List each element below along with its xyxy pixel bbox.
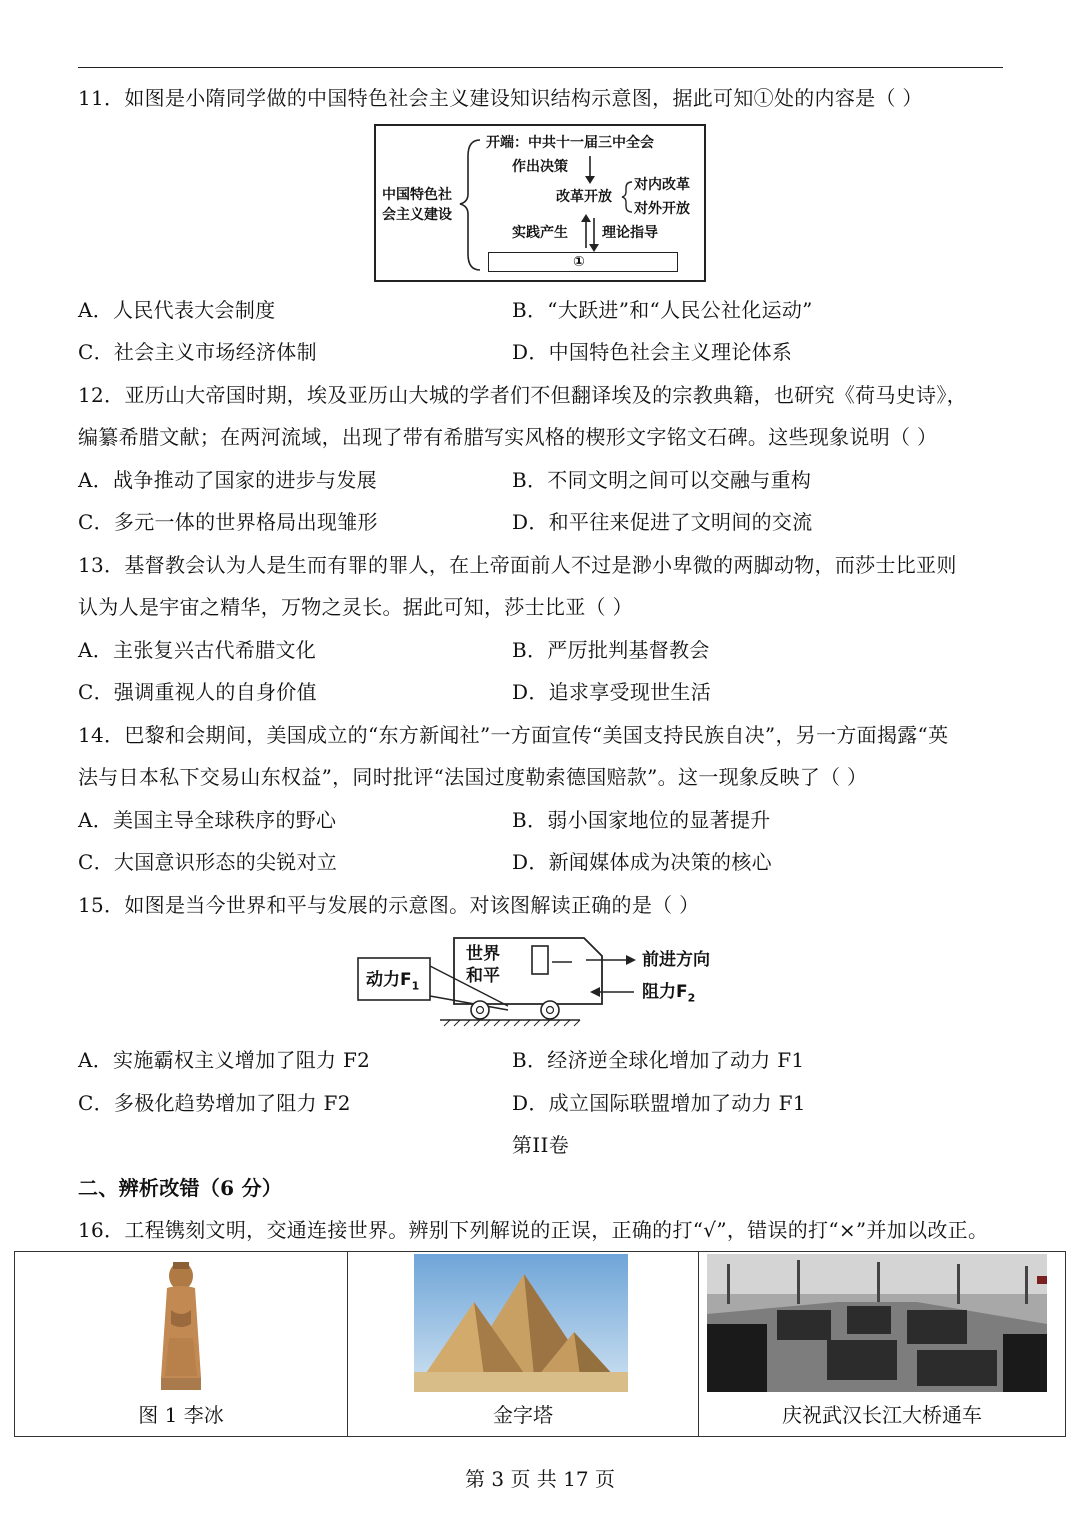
pyramid-icon [414, 1254, 628, 1392]
q11-diagram-start: 开端：中共十一届三中全会 [486, 135, 654, 151]
q11-diagram-reform: 改革开放 [556, 189, 612, 205]
q13-option-a[interactable]: A．主张复兴古代希腊文化 [78, 638, 317, 662]
q15-diagram-force1: 动力$F_1$ [366, 970, 420, 993]
q15-option-c[interactable]: C．多极化趋势增加了阻力 F2 [78, 1091, 351, 1115]
q11-diagram-practice: 实践产生 [512, 225, 568, 241]
q11-diagram-blank-box [488, 252, 678, 272]
q13-option-b[interactable]: B．严厉批判基督教会 [512, 638, 710, 662]
q16-image-table [14, 1251, 1066, 1437]
q15-diagram [356, 936, 736, 1028]
page-footer: 第 3 页 共 17 页 [465, 1467, 615, 1491]
q14-stem-line2: 法与日本私下交易山东权益”，同时批评“法国过度勒索德国赔款”。这一现象反映了（ ） [78, 765, 868, 789]
q16-caption-2: 金字塔 [493, 1403, 553, 1427]
q11-diagram-left-label-1: 中国特色社 [382, 187, 452, 203]
q16-caption-1: 图 1 李冰 [138, 1403, 224, 1427]
q11-diagram-decision: 作出决策 [512, 159, 568, 175]
q11-diagram-blank: ① [573, 254, 585, 270]
volume-heading: 第II卷 [512, 1133, 570, 1157]
q15-option-b[interactable]: B．经济逆全球化增加了动力 F1 [512, 1048, 805, 1072]
q11-option-b[interactable]: B．“大跃进”和“人民公社化运动” [512, 298, 813, 322]
q11-option-a[interactable]: A．人民代表大会制度 [78, 298, 276, 322]
q14-option-b[interactable]: B．弱小国家地位的显著提升 [512, 808, 771, 832]
li-bing-statue-icon [147, 1258, 215, 1394]
q15-diagram-truck-label-1: 世界 [466, 944, 500, 964]
q15-diagram-resist: 阻力$F_2$ [642, 982, 696, 1005]
q11-diagram [374, 124, 706, 282]
q11-diagram-external: 对外开放 [634, 201, 690, 217]
q15-option-d[interactable]: D．成立国际联盟增加了动力 F1 [512, 1091, 806, 1115]
q11-option-d[interactable]: D．中国特色社会主义理论体系 [512, 340, 793, 364]
q15-diagram-forward: 前进方向 [642, 950, 710, 970]
q16-caption-3: 庆祝武汉长江大桥通车 [782, 1403, 982, 1427]
q11-option-c[interactable]: C．社会主义市场经济体制 [78, 340, 317, 364]
bridge-photo-icon [707, 1254, 1047, 1392]
q13-stem-line2: 认为人是宇宙之精华，万物之灵长。据此可知，莎士比亚（ ） [78, 595, 633, 619]
q12-option-c[interactable]: C．多元一体的世界格局出现雏形 [78, 510, 378, 534]
q13-option-c[interactable]: C．强调重视人的自身价值 [78, 680, 317, 704]
header-rule [78, 67, 1003, 68]
q14-stem-line1: 14．巴黎和会期间，美国成立的“东方新闻社”一方面宣传“美国支持民族自决”，另一方面揭露“英 [78, 723, 949, 747]
q16-cell-2 [348, 1252, 699, 1437]
q16-cell-1 [15, 1252, 348, 1437]
q12-stem-line1: 12．亚历山大帝国时期，埃及亚历山大城的学者们不但翻译埃及的宗教典籍，也研究《荷马史诗》， [78, 383, 967, 407]
q15-option-a[interactable]: A．实施霸权主义增加了阻力 F2 [78, 1048, 371, 1072]
q13-stem-line1: 13．基督教会认为人是生而有罪的罪人，在上帝面前人不过是渺小卑微的两脚动物，而莎士比亚则 [78, 553, 957, 577]
q11-diagram-internal: 对内改革 [634, 177, 690, 193]
q12-option-a[interactable]: A．战争推动了国家的进步与发展 [78, 468, 377, 492]
q12-option-d[interactable]: D．和平往来促进了文明间的交流 [512, 510, 813, 534]
q14-option-c[interactable]: C．大国意识形态的尖锐对立 [78, 850, 338, 874]
q15-diagram-truck-label-2: 和平 [466, 966, 500, 986]
section-heading: 二、辨析改错（6 分） [78, 1176, 283, 1200]
q11-diagram-theory: 理论指导 [602, 225, 658, 241]
q14-option-d[interactable]: D．新闻媒体成为决策的核心 [512, 850, 772, 874]
q11-stem: 11．如图是小隋同学做的中国特色社会主义建设知识结构示意图，据此可知①处的内容是（ ） [78, 86, 923, 110]
q16-stem: 16．工程镌刻文明，交通连接世界。辨别下列解说的正误，正确的打“√”，错误的打“×”并加以改正。 [78, 1218, 989, 1242]
q16-cell-3 [699, 1252, 1066, 1437]
q12-option-b[interactable]: B．不同文明之间可以交融与重构 [512, 468, 812, 492]
q14-option-a[interactable]: A．美国主导全球秩序的野心 [78, 808, 337, 832]
q15-stem: 15．如图是当今世界和平与发展的示意图。对该图解读正确的是（ ） [78, 893, 700, 917]
q11-diagram-left-label-2: 会主义建设 [382, 207, 452, 223]
q12-stem-line2: 编纂希腊文献；在两河流域，出现了带有希腊写实风格的楔形文字铭文石碑。这些现象说明（ ） [78, 425, 938, 449]
q13-option-d[interactable]: D．追求享受现世生活 [512, 680, 712, 704]
